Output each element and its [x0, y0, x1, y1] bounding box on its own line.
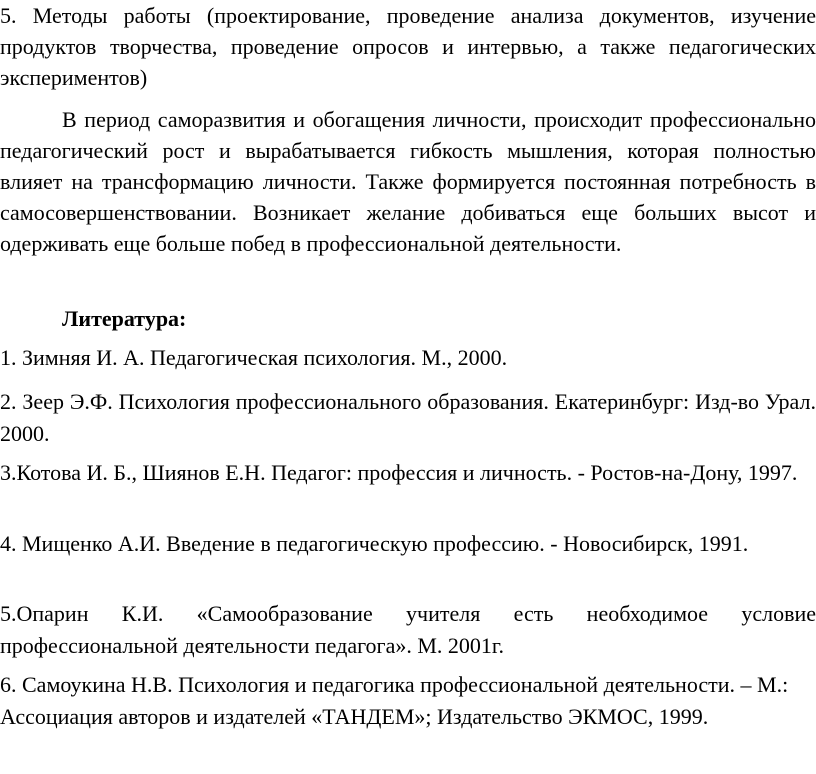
methods-paragraph: 5. Методы работы (проектирование, проведение анализа документов, изучение продуктов творчества, проведение опросов и интервью, а также педагогических экспериментов) — [0, 3, 816, 90]
development-paragraph: В период саморазвития и обогащения личности, происходит профессионально педагогический рост и вырабатывается гибкость мышления, которая полностью влияет на трансформацию личности. Также формируется постоянная потребность в самосовершенствовании. Возникает желание добиваться еще больших высот и одерживать еще больше побед в профессиональной деятельности. — [0, 107, 816, 256]
reference-item-2: 2. Зеер Э.Ф. Психология профессионального образования. Екатеринбург: Изд-во Урал. 2000. — [0, 389, 816, 446]
reference-item-3: 3.Котова И. Б., Шиянов Е.Н. Педагог: профессия и личность. - Ростов-на-Дону, 1997. — [0, 460, 798, 485]
reference-item-1: 1. Зимняя И. А. Педагогическая психология. М., 2000. — [0, 345, 508, 370]
reference-item-5: 5.Опарин К.И. «Самообразование учителя есть необходимое условие профессиональной деятельности педагога». М. 2001г. — [0, 601, 816, 658]
reference-item-6: 6. Самоукина Н.В. Психология и педагогика профессиональной деятельности. – М.: Ассоциация авторов и издателей «ТАНДЕМ»; Издательство ЭКМОС, 1999. — [0, 672, 789, 729]
literature-heading: Литература: — [62, 306, 187, 331]
reference-item-4: 4. Мищенко А.И. Введение в педагогическую профессию. - Новосибирск, 1991. — [0, 531, 749, 556]
